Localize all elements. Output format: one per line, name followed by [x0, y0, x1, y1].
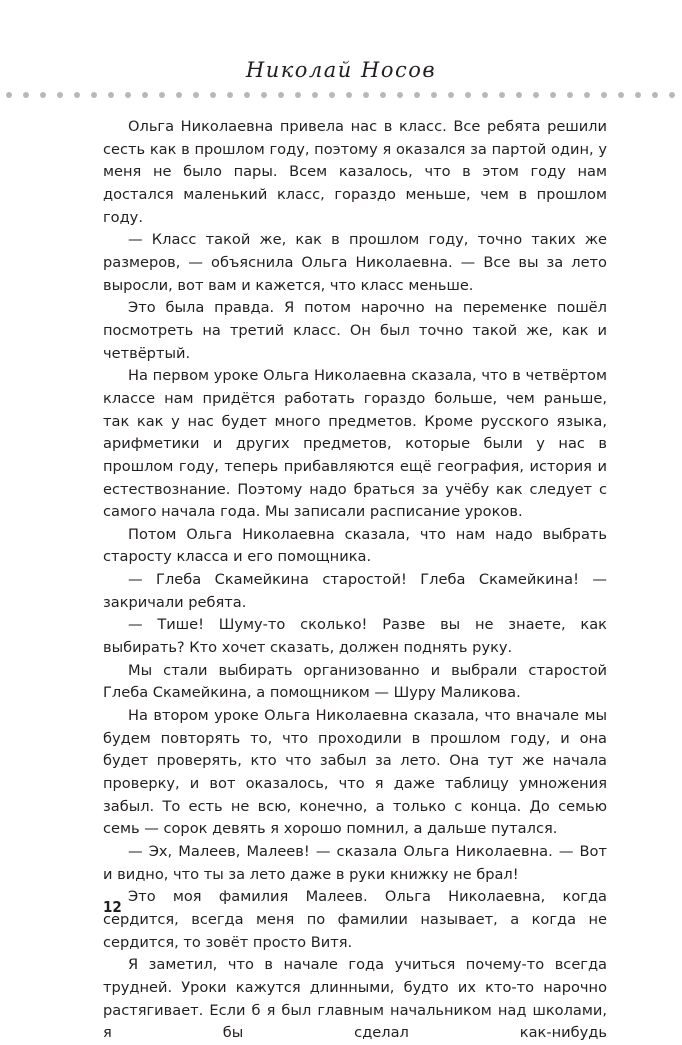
paragraph: Потом Ольга Николаевна сказала, что нам надо выбрать старосту класса и его помощника. [103, 525, 607, 566]
paragraph: — Эх, Малеев, Малеев! — сказала Ольга Николаевна. — Вот и видно, что ты за лето даже в руки книжку не брал! [103, 843, 607, 883]
paragraph: Мы стали выбирать организованно и выбрали старостой Глеба Скамейкина, а помощником — Шуру Маликова. [103, 661, 607, 702]
running-header-author: Николай Носов [245, 58, 437, 82]
body-text [103, 116, 607, 1045]
paragraph: На втором уроке Ольга Николаевна сказала, что вначале мы будем повторять то, что проходили в прошлом году, и она будет проверять, кто что забыл за лето. Она тут же начала проверку, и вот оказалось, что я даже таблицу умножения забыл. То есть не всю, конечно, а только с конца. До семью семь — сорок девять я хорошо помнил, а дальше путался. [103, 707, 607, 838]
paragraph: Ольга Николаевна привела нас в класс. Все ребята решили сесть как в прошлом году, поэтому я оказался за партой один, у меня не было пары. Всем казалось, что в этом году нам достался маленький класс, гораздо меньше, чем в прошлом году. [103, 118, 607, 226]
paragraph: Это моя фамилия Малеев. Ольга Николаевна, когда сердится, всегда меня по фамилии называет, а когда не сердится, то зовёт просто Витя. [103, 888, 607, 951]
paragraph: На первом уроке Ольга Николаевна сказала, что в четвёртом классе нам придётся работать гораздо больше, чем раньше, так как у нас будет много предметов. Кроме русского языка, арифметики и других предметов, которые были у нас в прошлом году, теперь прибавляются ещё география, история и естествознание. Поэтому надо браться за учёбу как следует с самого начала года. Мы записали расписание уроков. [103, 367, 607, 521]
paragraph: Это была правда. Я потом нарочно на переменке пошёл посмотреть на третий класс. Он был точно такой же, как и четвёртый. [103, 299, 607, 362]
paragraph: Я заметил, что в начале года учиться почему-то всегда трудней. Уроки кажутся длинными, будто их кто-то нарочно растягивает. Если б я был главным начальником над школами, я бы сделал как-нибудь [103, 956, 607, 1042]
header-dotted-divider [6, 92, 682, 100]
paragraph: — Класс такой же, как в прошлом году, точно таких же размеров, — объяснила Ольга Николаевна. — Все вы за лето выросли, вот вам и кажется, что класс меньше. [103, 231, 607, 294]
paragraph: — Глеба Скамейкина старостой! Глеба Скамейкина! — закричали ребята. [103, 571, 607, 611]
page-number: 12 [103, 898, 122, 916]
paragraph: — Тише! Шуму-то сколько! Разве вы не знаете, как выбирать? Кто хочет сказать, должен поднять руку. [103, 616, 607, 657]
